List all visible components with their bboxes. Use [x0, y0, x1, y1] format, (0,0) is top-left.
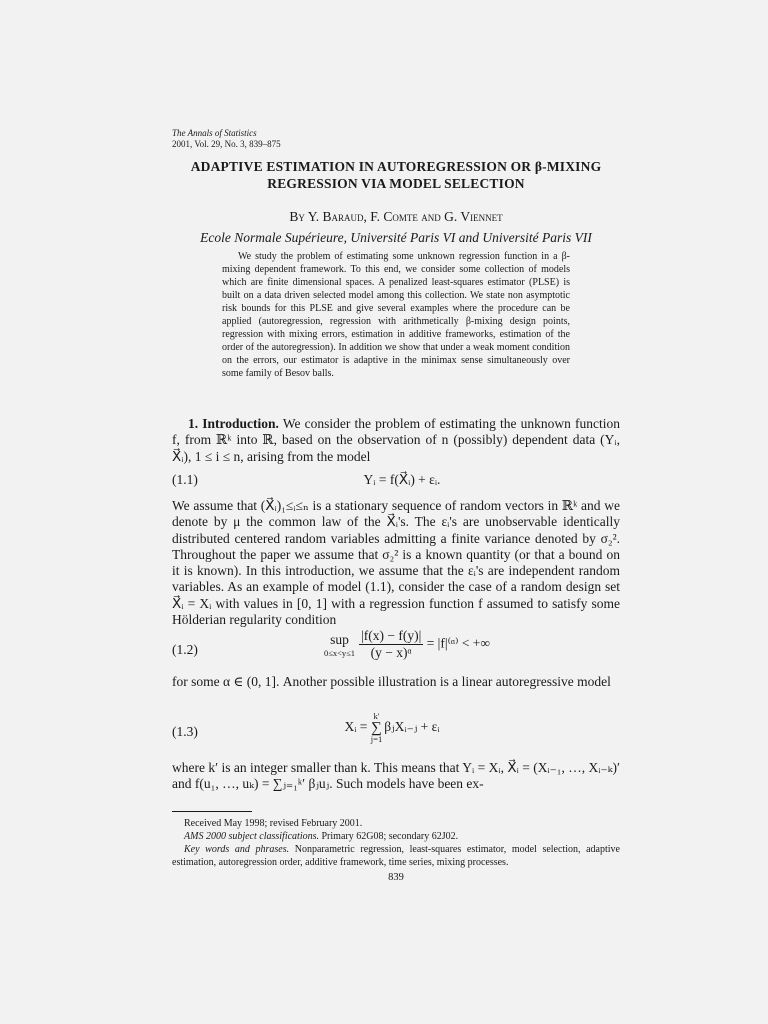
introduction-paragraph: [172, 416, 620, 465]
ams-label: AMS 2000 subject classifications.: [184, 831, 319, 842]
section-heading: 1. Introduction.: [188, 416, 279, 431]
intro-text: We consider the problem of estimating the unknown function f, from ℝᵏ into ℝ, based on the observation of n (possibly) dependent data (Yᵢ, X⃗ᵢ), 1 ≤ i ≤ n, arising from the model: [172, 416, 620, 464]
sum-upper-limit: k′: [373, 711, 380, 721]
author-list: By Y. Baraud, F. Comte and G. Viennet: [289, 209, 503, 224]
body-paragraph-2: We assume that (X⃗ᵢ)₁≤ᵢ≤ₙ is a stationary sequence of random vectors in ℝᵏ and we denote by μ the common law of the X⃗ᵢ's. The εᵢ's are unobservable identically distributed centered random variables admitting a finite variance denoted by σ₂². Throughout the paper we assume that σ₂² is a known quantity (or that a bound on it is known). In this introduction, we assume that the εᵢ's are independent random variables. As an example of model (1.1), consider the case of a random design set X⃗ᵢ = Xᵢ with values in [0, 1] with a regression function f assumed to satisfy some Hölderian regularity condition: [172, 498, 620, 628]
keywords: [172, 843, 620, 869]
equation-lhs: Xᵢ =: [344, 719, 368, 735]
title-line-1: ADAPTIVE ESTIMATION IN AUTOREGRESSION OR β-MIXING: [190, 159, 602, 174]
page-number: 839: [388, 872, 404, 883]
body-paragraph-3: for some α ∈ (0, 1]. Another possible illustration is a linear autoregressive model: [172, 674, 611, 689]
equation-rhs: βⱼXᵢ₋ⱼ + εᵢ: [384, 719, 440, 735]
author-affiliation: Ecole Normale Supérieure, Université Paris VI and Université Paris VII: [200, 230, 592, 245]
equation-expression: [322, 712, 462, 744]
sum-lower-limit: j=1: [370, 734, 383, 744]
footnotes: [172, 817, 620, 869]
equation-expression: [282, 628, 532, 661]
equation-number: (1.3): [172, 724, 198, 739]
body-paragraph-4: where k′ is an integer smaller than k. This means that Yᵢ = Xᵢ, X⃗ᵢ = (Xᵢ₋₁, …, Xᵢ₋ₖ)′ and f(u₁, …, uₖ) = ∑ⱼ₌₁ᵏ′ βⱼuⱼ. Such models have been ex-: [172, 760, 620, 792]
sum-symbol: ∑: [371, 720, 382, 736]
received-date: Received May 1998; revised February 2001.: [184, 818, 363, 829]
fraction: [359, 628, 423, 661]
equation-expression: Yᵢ = f(X⃗ᵢ) + εᵢ.: [363, 472, 441, 487]
journal-volume-info: 2001, Vol. 29, No. 3, 839–875: [172, 139, 281, 149]
fraction-denominator: (y − x)ᵅ: [370, 645, 412, 660]
equation-number: (1.2): [172, 642, 198, 657]
abstract: We study the problem of estimating some unknown regression function in a β-mixing dependent framework. To this end, we consider some collection of models which are finite dimensional spaces. A penalized least-squares estimator (PLSE) is built on a data driven selected model among this collection. We state non asymptotic risk bounds for this PLSE and give several examples where the procedure can be applied (autoregression, regression with arithmetically β-mixing design points, regression with mixing errors, estimation in additive frameworks, estimation of the order of the autoregression). In addition we show that under a weak moment condition on the errors, our estimator is adaptive in the minimax sense simultaneously over some family of Besov balls.: [222, 251, 570, 379]
equation-rhs: = |f|⁽ᵅ⁾ < +∞: [426, 635, 491, 651]
fraction-numerator: |f(x) − f(y)|: [361, 628, 422, 643]
title-line-2: REGRESSION VIA MODEL SELECTION: [267, 176, 525, 191]
ams-codes: Primary 62G08; secondary 62J02.: [319, 831, 459, 842]
keywords-text: Nonparametric regression, least-squares estimator, model selection, adaptive estimation, autoregression order, additive framework, time series, mixing processes.: [172, 844, 620, 868]
equation-number: (1.1): [172, 472, 198, 487]
keywords-label: Key words and phrases.: [184, 844, 290, 855]
equation-1-2: [172, 628, 620, 668]
sup-symbol: sup: [330, 631, 349, 647]
sup-range: 0≤x<y≤1: [323, 647, 356, 658]
supremum-operator: [324, 632, 355, 658]
ams-classification: [172, 830, 620, 843]
journal-header: [172, 128, 281, 150]
journal-name: The Annals of Statistics: [172, 128, 257, 138]
footnote-divider: [172, 811, 252, 812]
summation-operator: [371, 712, 382, 744]
paper-title: [172, 158, 620, 192]
equation-1-3: [172, 712, 620, 754]
